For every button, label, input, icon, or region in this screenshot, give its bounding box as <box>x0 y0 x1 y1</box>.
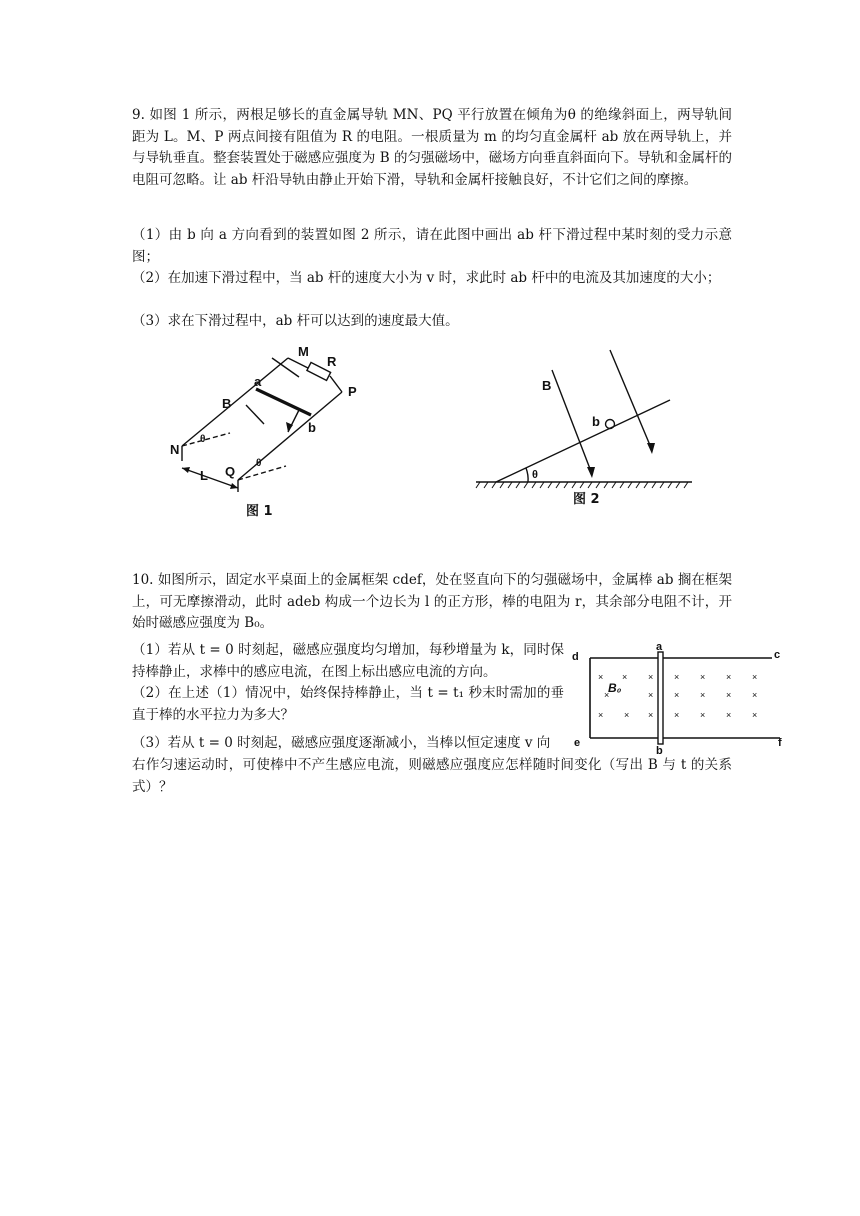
svg-text:×: × <box>674 710 680 720</box>
svg-text:×: × <box>604 690 610 700</box>
svg-text:×: × <box>598 672 604 682</box>
svg-text:×: × <box>674 690 680 700</box>
svg-text:×: × <box>648 690 654 700</box>
fig1-label-R: R <box>327 354 337 369</box>
q10-label-e: e <box>574 737 581 749</box>
svg-text:×: × <box>700 690 706 700</box>
svg-text:×: × <box>752 672 758 682</box>
q10-sub2: （2）在上述（1）情况中，始终保持棒静止，当 t = t₁ 秒末时需加的垂直于棒的水平拉力为多大？ <box>132 685 564 723</box>
fig1-label-b: b <box>308 420 316 435</box>
svg-text:×: × <box>674 672 680 682</box>
q9-sub3: （3）求在下滑过程中，ab 杆可以达到的速度最大值。 <box>132 313 459 329</box>
q10-label-a: a <box>656 642 663 653</box>
figure-q10 <box>568 642 790 754</box>
fig1-label-theta1: θ <box>200 434 206 445</box>
svg-text:×: × <box>622 672 628 682</box>
svg-text:×: × <box>752 690 758 700</box>
svg-text:×: × <box>700 672 706 682</box>
rail-MN <box>182 358 288 446</box>
fig1-caption: 图 1 <box>246 504 273 519</box>
fig1-label-N: N <box>170 442 180 457</box>
svg-text:×: × <box>726 672 732 682</box>
figure-2 <box>470 340 700 510</box>
rod-ab <box>256 389 311 415</box>
svg-text:×: × <box>624 710 630 720</box>
q10-label-b: b <box>656 745 663 754</box>
fig1-label-M: M <box>298 344 309 359</box>
fig2-label-b: b <box>592 414 600 429</box>
q10-sub1: （1）若从 t = 0 时刻起，磁感应强度均匀增加，每秒增量为 k，同时保持棒静止，求棒中的感应电流，在图上标出感应电流的方向。 <box>132 642 564 680</box>
svg-text:×: × <box>726 710 732 720</box>
rod-ab <box>658 652 663 744</box>
fig1-label-B: B <box>222 396 232 411</box>
rod-b <box>606 420 615 429</box>
svg-text:×: × <box>648 710 654 720</box>
fig1-label-Q: Q <box>225 464 236 479</box>
q10-stem: 10. 如图所示，固定水平桌面上的金属框架 cdef，处在竖直向下的匀强磁场中，金属棒 ab 搁在框架上，可无摩擦滑动，此时 adeb 构成一个边长为 l 的正方形，棒的电阻为 r，其余部分电阻不计，开始时磁感应强度为 B₀。 <box>132 572 732 631</box>
svg-text:×: × <box>648 672 654 682</box>
q10-label-c: c <box>774 649 781 661</box>
q9-sub1: （1）由 b 向 a 方向看到的装置如图 2 所示，请在此图中画出 ab 杆下滑过程中某时刻的受力示意图； <box>132 227 732 265</box>
fig2-caption: 图 2 <box>573 492 600 507</box>
svg-text:×: × <box>726 690 732 700</box>
q10-label-d: d <box>572 651 579 663</box>
q10-label-f: f <box>778 737 782 749</box>
q10-sub3b: 右作匀速运动时，可使棒中不产生感应电流，则磁感应强度应怎样随时间变化（写出 B 与 t 的关系式）？ <box>132 757 732 795</box>
incline <box>496 400 670 482</box>
figure-1 <box>160 340 370 525</box>
fig2-label-theta: θ <box>532 469 538 481</box>
svg-text:×: × <box>700 710 706 720</box>
fig2-label-B: B <box>542 378 552 393</box>
q10-sub3a: （3）若从 t = 0 时刻起，磁感应强度逐渐减小，当棒以恒定速度 v 向 <box>132 735 551 751</box>
fig1-label-P: P <box>348 384 357 399</box>
fig1-label-theta2: θ <box>256 458 262 469</box>
fig1-label-L: L <box>200 468 208 483</box>
q9-sub2: （2）在加速下滑过程中，当 ab 杆的速度大小为 v 时，求此时 ab 杆中的电流及其加速度的大小； <box>132 270 721 286</box>
svg-text:×: × <box>752 710 758 720</box>
svg-text:×: × <box>598 710 604 720</box>
q10-label-B0: B₀ <box>608 681 622 695</box>
q9-stem: 9. 如图 1 所示，两根足够长的直金属导轨 MN、PQ 平行放置在倾角为θ 的绝缘斜面上，两导轨间距为 L。M、P 两点间接有阻值为 R 的电阻。一根质量为 m 的均匀直金属杆 ab 放在两导轨上，并与导轨垂直。整套装置处于磁感应强度为 B 的匀强磁场中，磁场方向垂直斜面向下。导轨和金属杆的电阻可忽略。让 ab 杆沿导轨由静止开始下滑，导轨和金属杆接触良好，不计它们之间的摩擦。 <box>132 107 732 188</box>
fig1-label-a: a <box>254 374 262 389</box>
